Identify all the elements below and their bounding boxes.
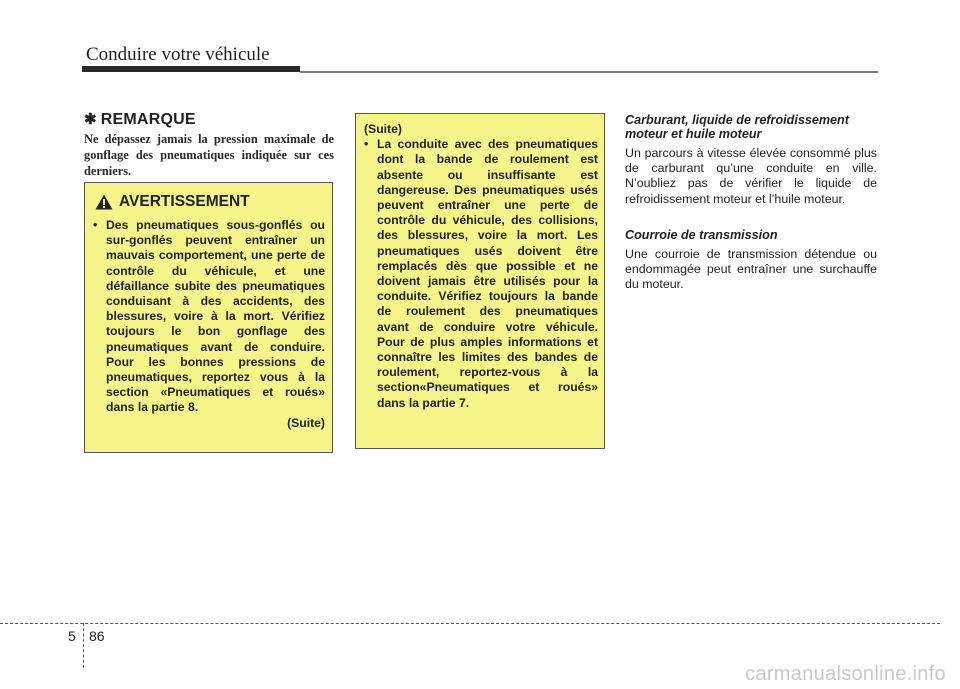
header-title: Conduire votre véhicule xyxy=(86,44,270,65)
bullet-icon: • xyxy=(364,137,369,152)
right-column xyxy=(625,113,877,292)
continued-bullet-text: La conduite avec des pneumatiques dont la bande de roulement est absente ou insuffisante est dangereuse. Des pneumatiques usés peuvent entraîner une perte de contrôle du véhicule, des collisions, des blessures, voire la mort. Les pneumatiques usés doivent être remplacés dès que possible et ne doivent jamais être utilisés pour la conduite. Vérifiez toujours la bande de roulement des pneumatiques avant de conduire votre véhicule. Pour de plus amples informations et connaître les limites des bandes de roulement, reportez-vous à la section«Pneumatiques et roués» dans la partie 7. xyxy=(377,137,598,410)
star-icon: ✱ xyxy=(84,111,97,128)
remark-title: REMARQUE xyxy=(100,111,196,128)
continued-suite: (Suite) xyxy=(364,122,402,136)
warning-triangle-icon xyxy=(95,194,113,210)
section-heading-fuel: Carburant, liquide de refroidissement moteur et huile moteur xyxy=(625,113,849,141)
page-number: 86 xyxy=(89,628,105,644)
section-body-belt: Une courroie de transmission détendue ou endommagée peut entraîner une surchauffe du moteur. xyxy=(625,246,877,292)
section-body-fuel: Un parcours à vitesse élevée consommé plus de carburant qu’une conduite en ville. N’oubliez pas de vérifier le liquide de refroidissement moteur et l’huile moteur. xyxy=(625,146,877,206)
bullet-icon: • xyxy=(93,218,98,232)
warning-content xyxy=(93,218,325,431)
footer-divider xyxy=(83,623,84,668)
header-rule-thick xyxy=(82,66,300,72)
section-heading-belt: Courroie de transmission xyxy=(625,227,778,242)
warning-suite: (Suite) xyxy=(287,415,325,430)
chapter-number: 5 xyxy=(68,628,76,644)
watermark: carmanualsonline.info xyxy=(745,663,946,685)
list-item xyxy=(364,137,598,411)
header-rule-thin xyxy=(300,71,878,73)
remark-heading xyxy=(84,110,196,129)
warning-bullet-text: Des pneumatiques sous-gonflés ou sur-gonflés peuvent entraîner un mauvais comportement, une perte de contrôle du véhicule, et une défaillance subite des pneumatiques conduisant à des accidents, des blessures, voire à la mort. Vérifiez toujours le bon gonflage des pneumatiques avant de conduire. Pour les bonnes pressions de pneumatiques, reportez vous à la section «Pneumatiques et roués» dans la partie 8. xyxy=(106,218,325,415)
warning-title: AVERTISSEMENT xyxy=(119,193,250,210)
list-item xyxy=(93,218,325,416)
footer-rule xyxy=(0,623,940,624)
warning-continued-box xyxy=(355,113,605,449)
continued-content xyxy=(364,122,598,411)
remark-body: Ne dépassez jamais la pression maximale de gonflage des pneumatiques indiquée sur ces derniers. xyxy=(84,132,334,178)
warning-header xyxy=(95,193,250,211)
warning-box xyxy=(84,182,333,453)
